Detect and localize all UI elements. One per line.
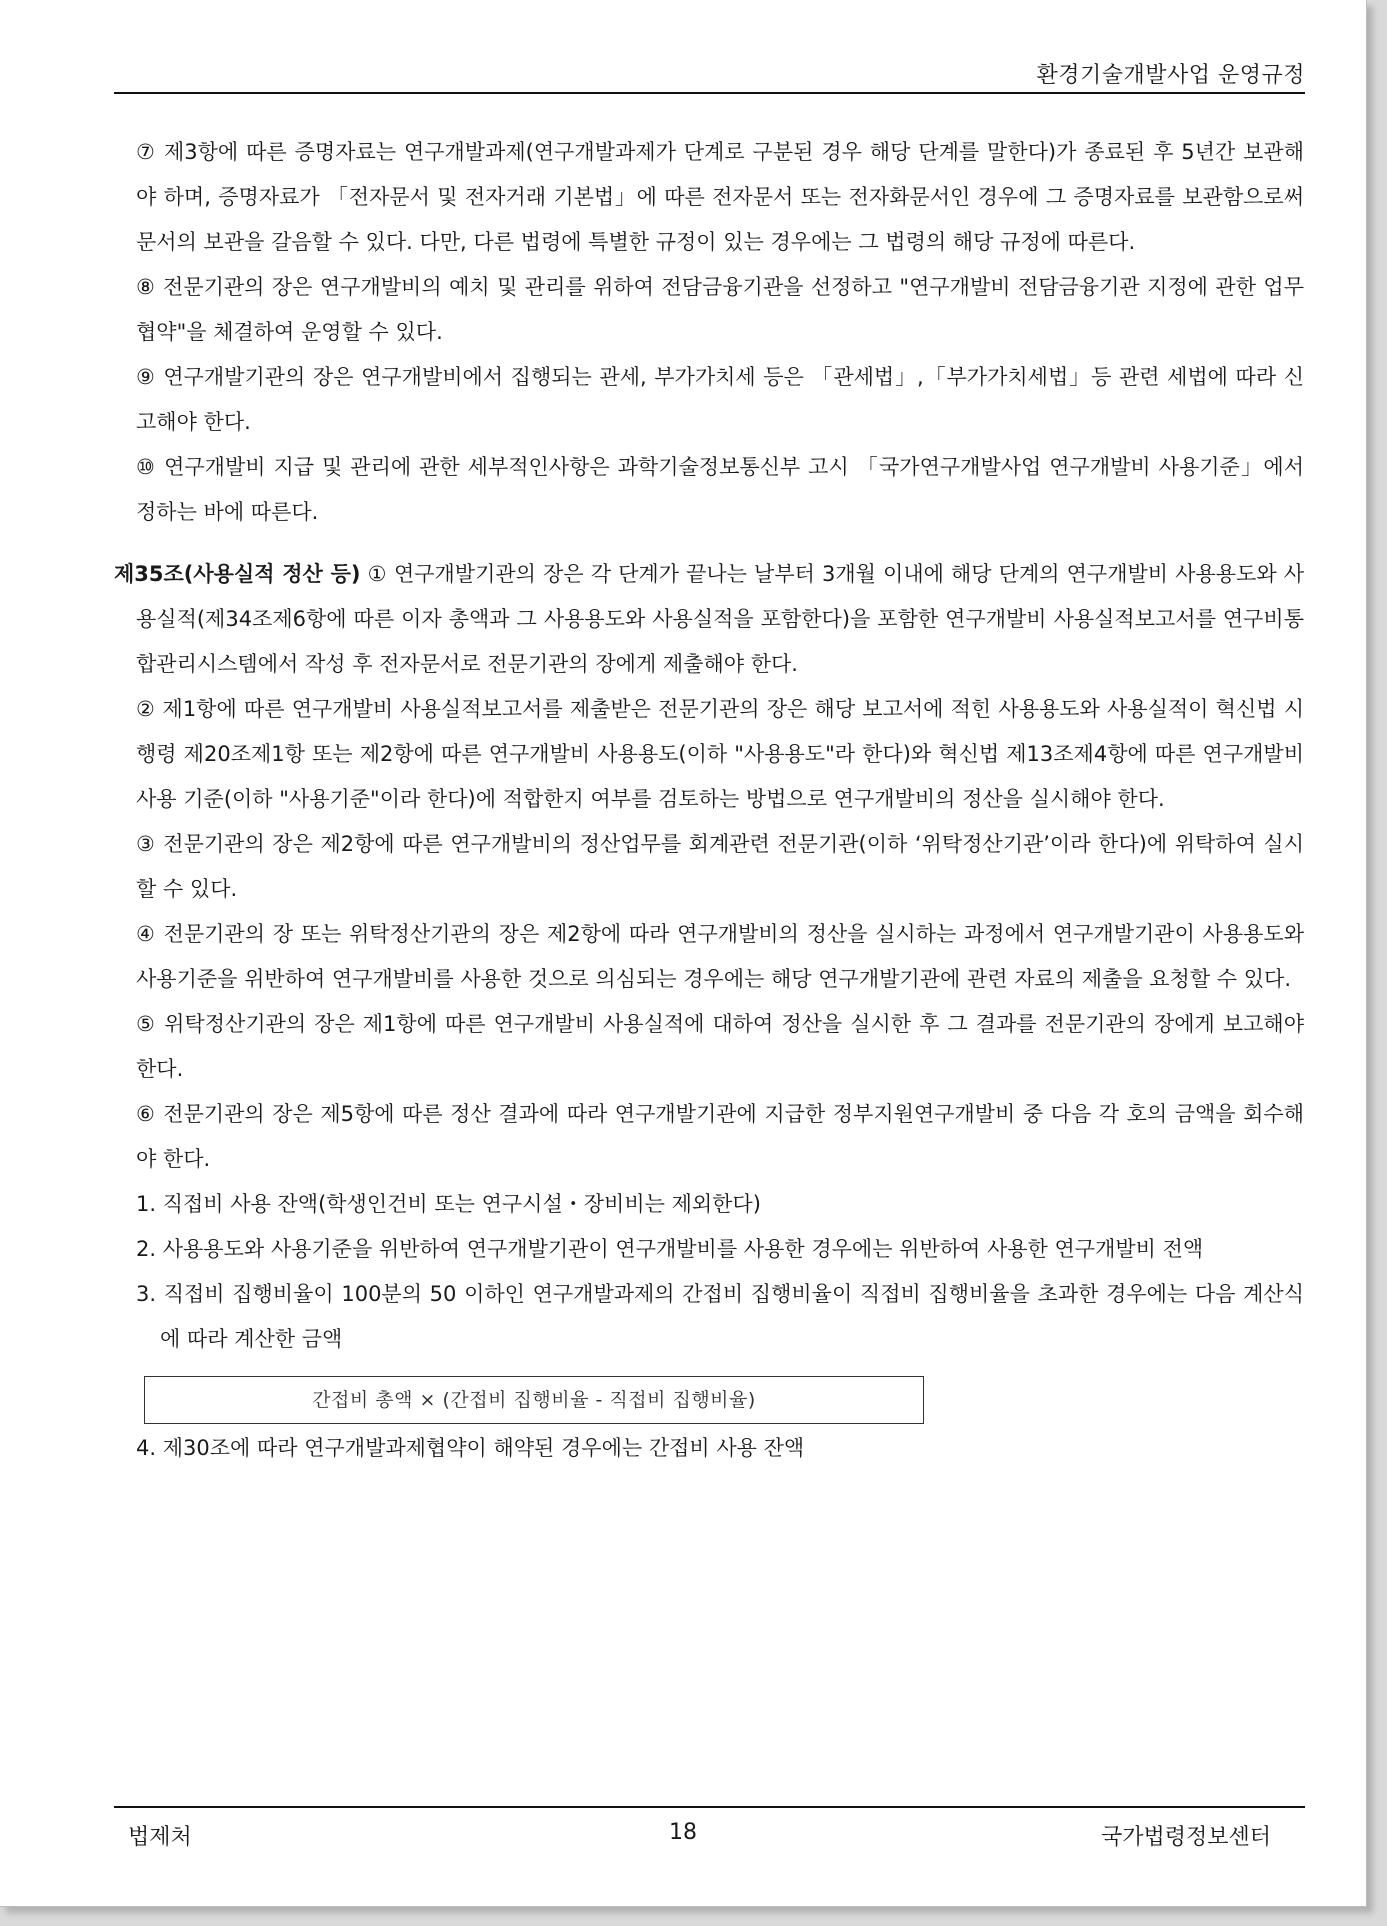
paragraph-8: ⑧ 전문기관의 장은 연구개발비의 예치 및 관리를 위하여 전담금융기관을 선정하고 "연구개발비 전담금융기관 지정에 관한 업무협약"을 체결하여 운영할 수 있다. xyxy=(136,275,1304,344)
formula-box xyxy=(144,1376,924,1424)
running-header-title: 환경기술개발사업 운영규정 xyxy=(1036,63,1305,88)
footer-publisher: 법제처 xyxy=(128,1825,192,1850)
list-item-1: 1. 직접비 사용 잔액(학생인건비 또는 연구시설・장비비는 제외한다) xyxy=(136,1192,761,1216)
page-body xyxy=(114,130,1304,1471)
paragraph-7: ⑦ 제3항에 따른 증명자료는 연구개발과제(연구개발과제가 단계로 구분된 경우 해당 단계를 말한다)가 종료된 후 5년간 보관해야 하며, 증명자료가 「전자문서 및 전자거래 기본법」에 따른 전자문서 또는 전자화문서인 경우에 그 증명자료를 보관함으로써 문서의 보관을 갈음할 수 있다. 다만, 다른 법령에 특별한 규정이 있는 경우에는 그 법령의 해당 규정에 따른다. xyxy=(136,140,1304,254)
article-clause-6: ⑥ 전문기관의 장은 제5항에 따른 정산 결과에 따라 연구개발기관에 지급한 정부지원연구개발비 중 다음 각 호의 금액을 회수해야 한다. xyxy=(136,1102,1304,1171)
paragraph-9: ⑨ 연구개발기관의 장은 연구개발비에서 집행되는 관세, 부가가치세 등은 「관세법」,「부가가치세법」등 관련 세법에 따라 신고해야 한다. xyxy=(136,365,1304,434)
article-35 xyxy=(114,552,1304,687)
article-clause-5: ⑤ 위탁정산기관의 장은 제1항에 따른 연구개발비 사용실적에 대하여 정산을 실시한 후 그 결과를 전문기관의 장에게 보고해야 한다. xyxy=(136,1012,1304,1081)
paragraph-10: ⑩ 연구개발비 지급 및 관리에 관한 세부적인사항은 과학기술정보통신부 고시 「국가연구개발사업 연구개발비 사용기준」에서 정하는 바에 따른다. xyxy=(136,455,1304,524)
article-heading: 제35조(사용실적 정산 등) xyxy=(114,562,361,586)
header-rule xyxy=(114,92,1305,94)
article-clause-1: ① 연구개발기관의 장은 각 단계가 끝나는 날부터 3개월 이내에 해당 단계의 연구개발비 사용용도와 사용실적(제34조제6항에 따른 이자 총액과 그 사용용도와 사용실적을 포함한다)을 포함한 연구개발비 사용실적보고서를 연구비통합관리시스템에서 작성 후 전자문서로 전문기관의 장에게 제출해야 한다. xyxy=(136,562,1304,676)
page-number: 18 xyxy=(669,1820,697,1845)
list-item-4: 4. 제30조에 따라 연구개발과제협약이 해약된 경우에는 간접비 사용 잔액 xyxy=(136,1436,805,1460)
footer-source: 국가법령정보센터 xyxy=(1100,1825,1271,1850)
list-item-3: 3. 직접비 집행비율이 100분의 50 이하인 연구개발과제의 간접비 집행비율이 직접비 집행비율을 초과한 경우에는 다음 계산식에 따라 계산한 금액 xyxy=(136,1282,1304,1351)
footer-rule xyxy=(114,1806,1305,1808)
article-clause-2: ② 제1항에 따른 연구개발비 사용실적보고서를 제출받은 전문기관의 장은 해당 보고서에 적힌 사용용도와 사용실적이 혁신법 시행령 제20조제1항 또는 제2항에 따른 연구개발비 사용용도(이하 "사용용도"라 한다)와 혁신법 제13조제4항에 따른 연구개발비 사용 기준(이하 "사용기준"이라 한다)에 적합한지 여부를 검토하는 방법으로 연구개발비의 정산을 실시해야 한다. xyxy=(136,697,1304,811)
list-item-2: 2. 사용용도와 사용기준을 위반하여 연구개발기관이 연구개발비를 사용한 경우에는 위반하여 사용한 연구개발비 전액 xyxy=(136,1237,1204,1261)
formula-text: 간접비 총액 × (간접비 집행비율 - 직접비 집행비율) xyxy=(312,1388,756,1411)
article-clause-4: ④ 전문기관의 장 또는 위탁정산기관의 장은 제2항에 따라 연구개발비의 정산을 실시하는 과정에서 연구개발기관이 사용용도와 사용기준을 위반하여 연구개발비를 사용한 것으로 의심되는 경우에는 해당 연구개발기관에 관련 자료의 제출을 요청할 수 있다. xyxy=(136,922,1304,991)
article-clause-3: ③ 전문기관의 장은 제2항에 따른 연구개발비의 정산업무를 회계관련 전문기관(이하 ‘위탁정산기관’이라 한다)에 위탁하여 실시할 수 있다. xyxy=(136,832,1304,901)
